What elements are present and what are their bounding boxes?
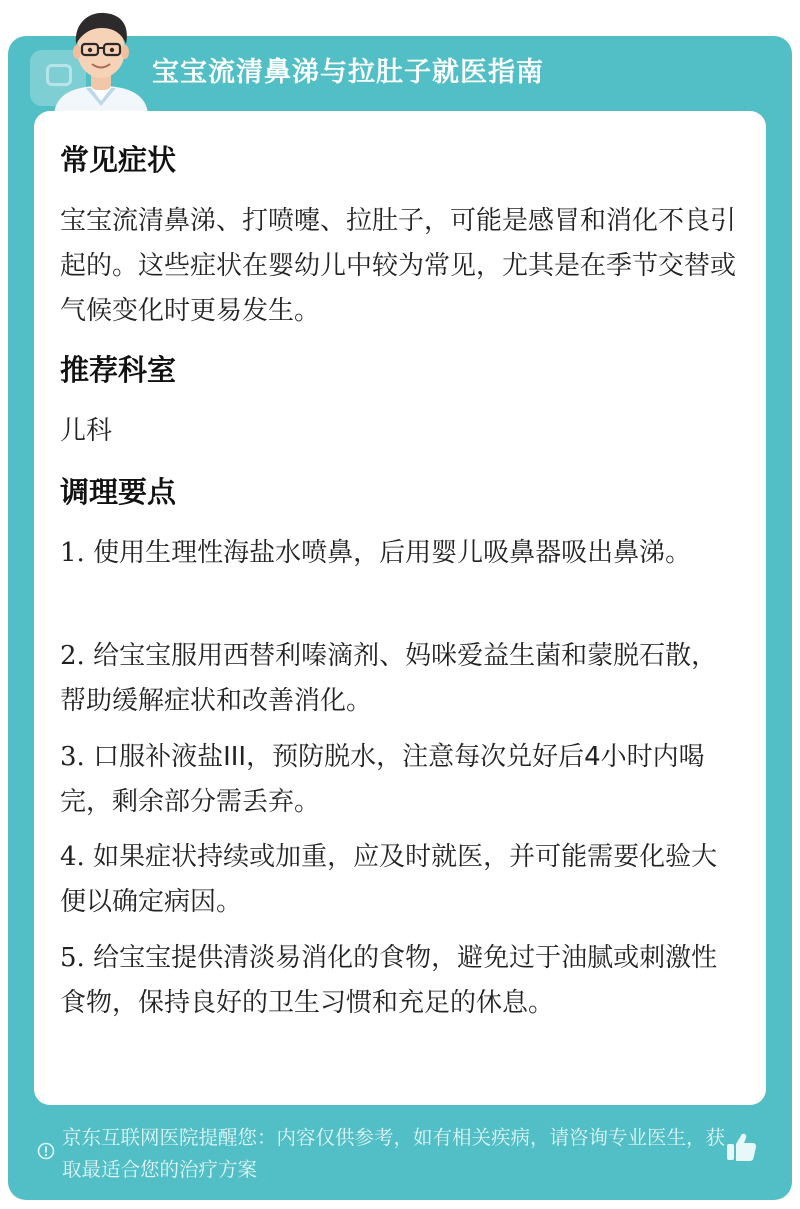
symptoms-text: 宝宝流清鼻涕、打喷嚏、拉肚子，可能是感冒和消化不良引起的。这些症状在婴幼儿中较为常见，尤其是在季节交替或气候变化时更易发生。 bbox=[60, 206, 737, 326]
thumbs-up-icon[interactable] bbox=[724, 1130, 758, 1164]
care-item-number: 3. bbox=[60, 742, 85, 772]
info-icon bbox=[37, 1142, 55, 1160]
care-item-number: 2. bbox=[60, 641, 85, 671]
page-title: 宝宝流清鼻涕与拉肚子就医指南 bbox=[152, 57, 544, 88]
department-text: 儿科 bbox=[60, 416, 113, 446]
care-item-3 bbox=[60, 735, 740, 825]
care-item-number: 5. bbox=[60, 943, 85, 973]
footer-disclaimer: 京东互联网医院提醒您：内容仅供参考，如有相关疾病，请咨询专业医生，获取最适合您的治疗方案 bbox=[62, 1126, 726, 1181]
care-item-number: 1. bbox=[60, 538, 85, 568]
care-item-text: 如果症状持续或加重，应及时就医，并可能需要化验大便以确定病因。 bbox=[60, 842, 718, 917]
care-item-text: 口服补液盐III，预防脱水，注意每次兑好后4小时内喝完，剩余部分需丢弃。 bbox=[60, 742, 705, 817]
department-heading: 推荐科室 bbox=[60, 353, 177, 387]
care-item-5 bbox=[60, 936, 740, 1026]
care-item-4 bbox=[60, 835, 740, 925]
care-item-2 bbox=[60, 634, 740, 724]
care-item-text: 使用生理性海盐水喷鼻，后用婴儿吸鼻器吸出鼻涕。 bbox=[93, 538, 692, 568]
care-item-1 bbox=[60, 531, 740, 576]
doctor-avatar-icon bbox=[46, 6, 156, 114]
care-item-text: 给宝宝提供清淡易消化的食物，避免过于油腻或刺激性食物，保持良好的卫生习惯和充足的休息。 bbox=[60, 943, 718, 1018]
care-item-text: 给宝宝服用西替利嗪滴剂、妈咪爱益生菌和蒙脱石散，帮助缓解症状和改善消化。 bbox=[60, 641, 718, 716]
care-item-number: 4. bbox=[60, 842, 85, 872]
care-heading: 调理要点 bbox=[60, 475, 177, 509]
symptoms-heading: 常见症状 bbox=[60, 143, 177, 177]
